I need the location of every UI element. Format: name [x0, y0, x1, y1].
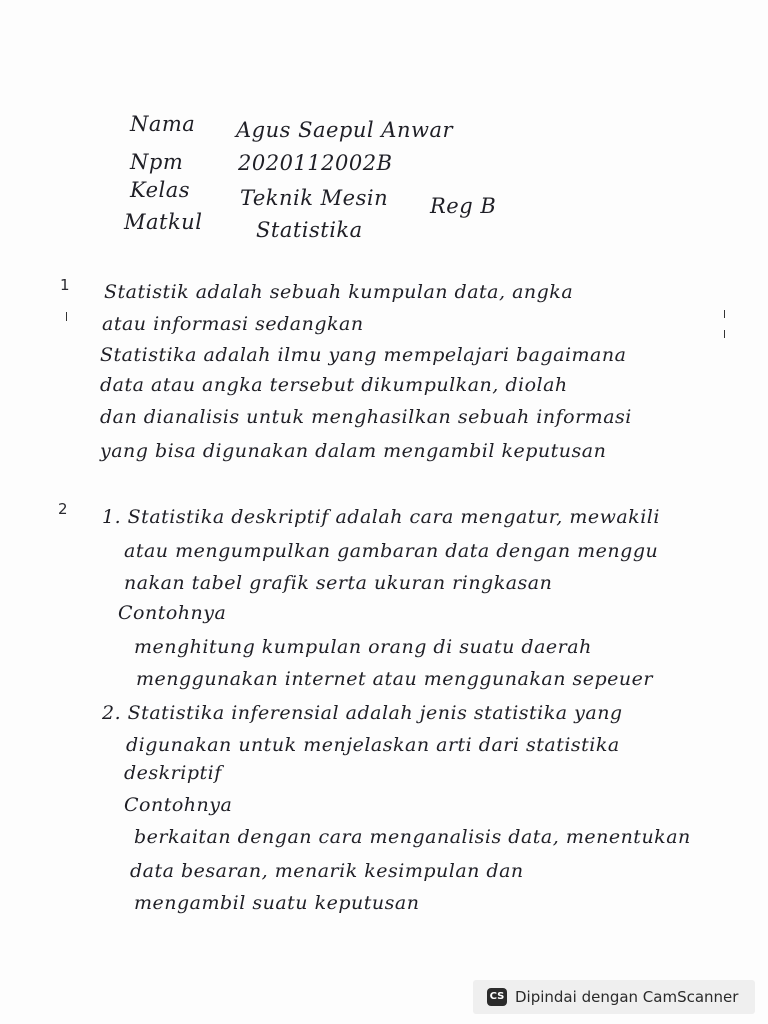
answer2-line: menggunakan internet atau menggunakan sepeuer [136, 668, 653, 690]
nama-label: Nama [130, 112, 196, 136]
answer2-line: digunakan untuk menjelaskan arti dari statistika [126, 734, 620, 756]
answer1-line: atau informasi sedangkan [102, 313, 364, 335]
watermark-label: Dipindai dengan CamScanner [515, 988, 739, 1006]
answer2-line: menghitung kumpulan orang di suatu daerah [134, 636, 592, 658]
npm-label: Npm [130, 150, 184, 174]
answer2-line: deskriptif [124, 762, 222, 784]
answer1-line: Statistik adalah sebuah kumpulan data, angka [104, 281, 574, 303]
answer2-line: 1. Statistika deskriptif adalah cara mengatur, mewakili [102, 506, 660, 528]
answer2-line: data besaran, menarik kesimpulan dan [130, 860, 524, 882]
nama-value: Agus Saepul Anwar [236, 118, 454, 142]
kelas-label: Kelas [130, 178, 191, 202]
answer2-line: atau mengumpulkan gambaran data dengan menggu [124, 540, 659, 562]
answer1-line: data atau angka tersebut dikumpulkan, diolah [100, 374, 568, 396]
answer1-line: Statistika adalah ilmu yang mempelajari bagaimana [100, 344, 627, 366]
answer2-line: Contohnya [118, 602, 227, 624]
matkul-value: Statistika [256, 218, 363, 242]
answer1-line: dan dianalisis untuk menghasilkan sebuah informasi [100, 406, 632, 428]
camscanner-logo-icon: CS [487, 988, 507, 1006]
margin-tick [66, 312, 67, 321]
margin-tick [724, 310, 725, 318]
answer2-line: mengambil suatu keputusan [134, 892, 420, 914]
answer1-number: 1 [60, 276, 70, 294]
matkul-label: Matkul [124, 210, 203, 234]
camscanner-watermark [473, 980, 755, 1014]
answer2-line: 2. Statistika inferensial adalah jenis statistika yang [102, 702, 623, 724]
answer2-line: nakan tabel grafik serta ukuran ringkasan [124, 572, 553, 594]
answer1-line: yang bisa digunakan dalam mengambil keputusan [100, 440, 607, 462]
answer2-line: Contohnya [124, 794, 233, 816]
answer2-line: berkaitan dengan cara menganalisis data, menentukan [134, 826, 691, 848]
kelas-extra: Reg B [430, 194, 497, 218]
npm-value: 2020112002B [238, 151, 393, 175]
answer2-number: 2 [58, 500, 68, 518]
margin-tick [724, 330, 725, 338]
kelas-value: Teknik Mesin [240, 186, 389, 210]
